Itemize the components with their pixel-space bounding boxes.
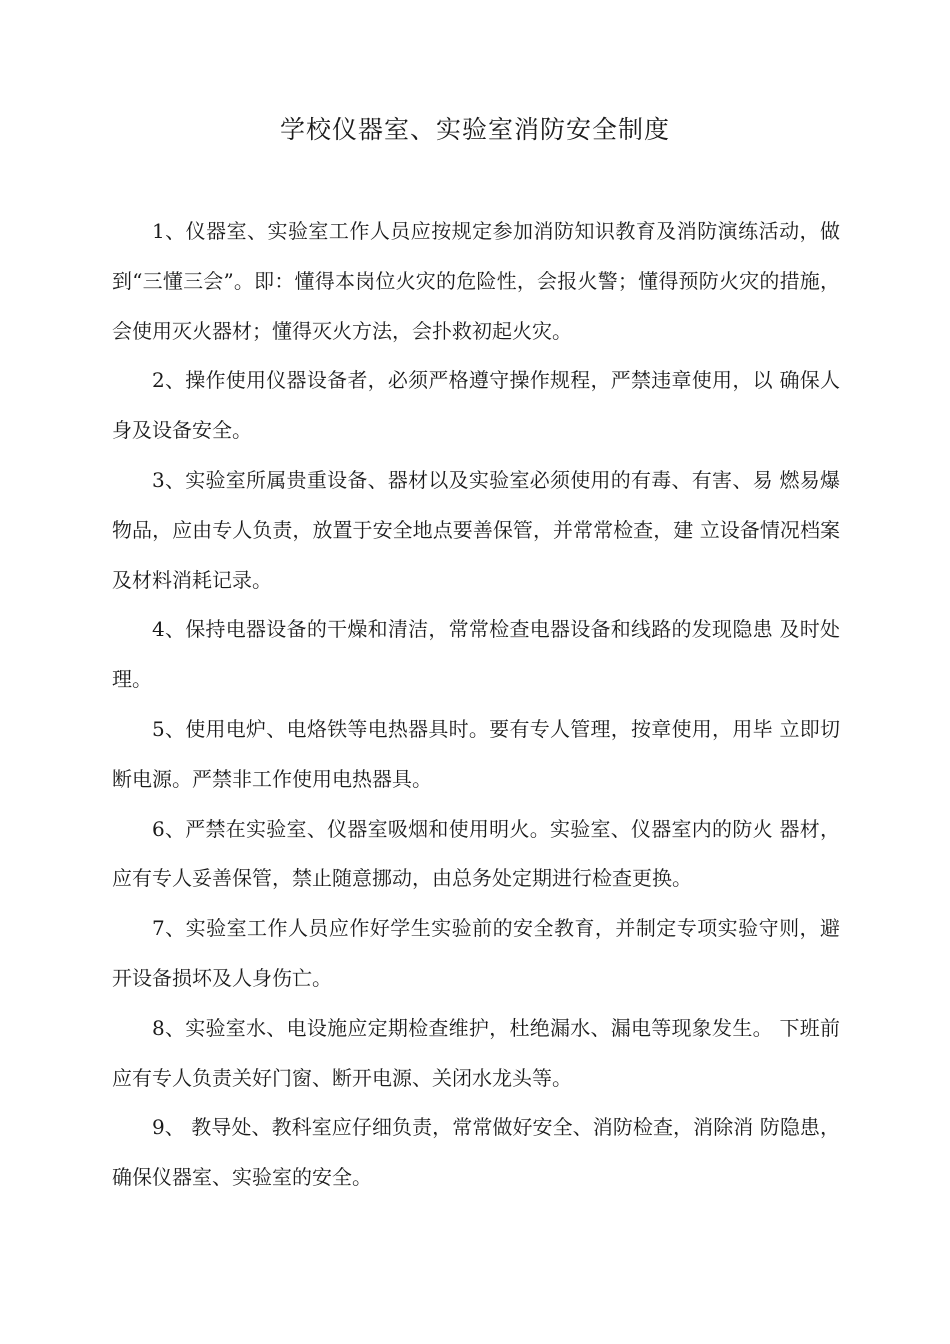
document-title: 学校仪器室、实验室消防安全制度	[279, 115, 670, 144]
clause-7: 7、实验室工作人员应作好学生实验前的安全教育，并制定专项实验守则，避开设备损坏及人身伤亡。	[112, 916, 840, 990]
clause-6: 6、严禁在实验室、仪器室吸烟和使用明火。实验室、仪器室内的防火 器材，应有专人妥善保管，禁止随意挪动，由总务处定期进行检查更换。	[112, 816, 840, 891]
clause-2: 2、操作使用仪器设备者，必须严格遵守操作规程，严禁违章使用，以 确保人身及设备安全。	[112, 368, 840, 443]
clause-9: 9、 教导处、教科室应仔细负责，常常做好安全、消防检查，消除消 防隐患，确保仪器室、实验室的安全。	[112, 1115, 840, 1190]
clause-4: 4、保持电器设备的干燥和清洁，常常检查电器设备和线路的发现隐患 及时处理。	[112, 617, 840, 692]
document-body	[112, 207, 840, 1203]
clause-1: 1、仪器室、实验室工作人员应按规定参加消防知识教育及消防演练活动，做到“三懂三会”。即：懂得本岗位火灾的危险性，会报火警；懂得预防火灾的措施，会使用灭火器材；懂得灭火方法，会扑救初起火灾。	[112, 219, 840, 343]
clause-5: 5、使用电炉、电烙铁等电热器具时。要有专人管理，按章使用，用毕 立即切断电源。严禁非工作使用电热器具。	[112, 716, 840, 791]
clause-8: 8、实验室水、电设施应定期检查维护，杜绝漏水、漏电等现象发生。 下班前应有专人负责关好门窗、断开电源、关闭水龙头等。	[112, 1015, 840, 1090]
clause-3: 3、实验室所属贵重设备、器材以及实验室必须使用的有毒、有害、易 燃易爆物品，应由专人负责，放置于安全地点要善保管，并常常检查，建 立设备情况档案及材料消耗记录。	[112, 467, 840, 592]
